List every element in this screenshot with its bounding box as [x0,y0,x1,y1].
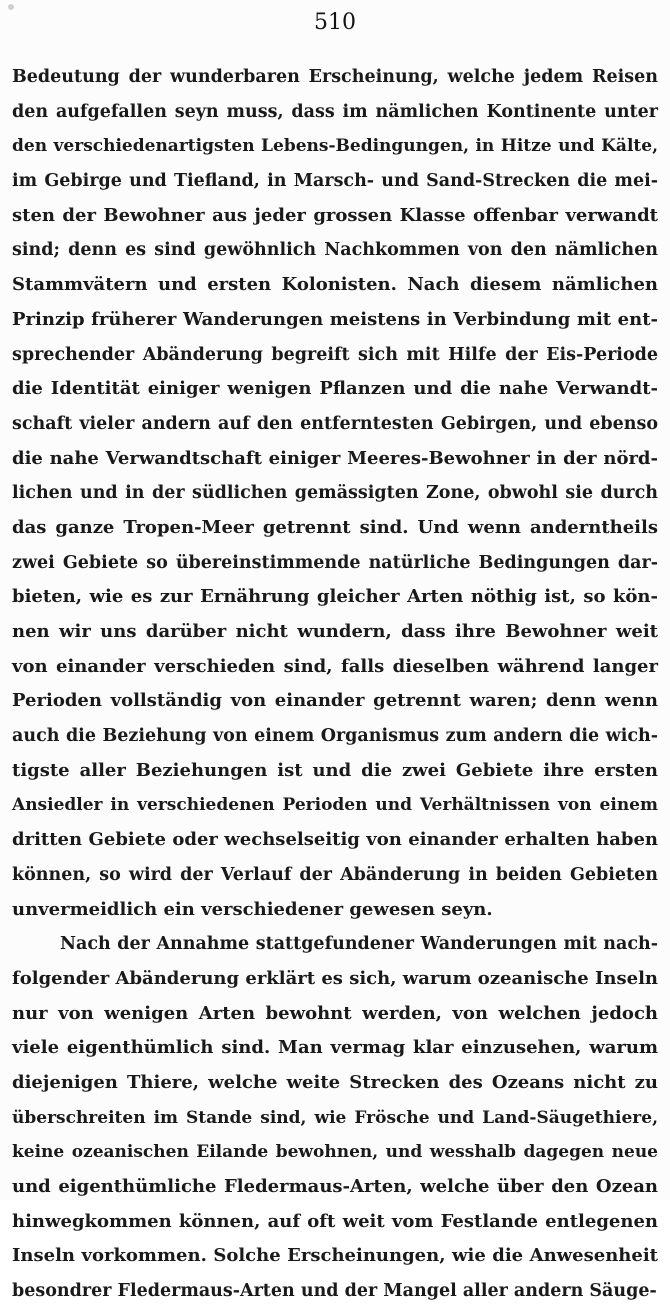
text-line: unvermeidlich ein verschiedener gewesen seyn. [12,898,493,920]
text-line: besondrer Fledermaus-Arten und der Mangel aller andern Säuge- [12,1281,657,1302]
text-line: Ansiedler in verschiedenen Perioden und Verhältnissen von einem [12,795,658,816]
text-line: dritten Gebiete oder wechselseitig von einander erhalten haben [12,829,658,851]
text-line: Stammvätern und ersten Kolonisten. Nach diesem nämlichen [12,274,658,296]
text-line: Bedeutung der wunderbaren Erscheinung, welche jedem Reisen [12,67,658,87]
text-line: den aufgefallen seyn muss, dass im nämlichen Kontinente unter [12,101,658,122]
text-line: das ganze Tropen-Meer getrennt sind. Und wenn anderntheils [12,516,658,538]
text-line: sind; denn es sind gewöhnlich Nachkommen von den nämlichen [12,240,658,261]
text-line: schaft vieler andern auf den entferntesten Gebirgen, und ebenso [12,413,658,434]
text-line: den verschiedenartigsten Lebens-Bedingungen, in Hitze und Kälte, [12,136,658,157]
text-line: von einander verschieden sind, falls dieselben während langer [12,655,658,677]
text-line: auch die Beziehung von einem Organismus zum andern die wich- [12,726,658,747]
text-line: bieten, wie es zur Ernährung gleicher Arten nöthig ist, so kön- [12,586,658,608]
text-line: folgender Abänderung erklärt es sich, warum ozeanische Inseln [12,967,658,989]
text-line: hinwegkommen können, auf oft weit vom Festlande entlegenen [12,1210,658,1232]
text-line: nen wir uns darüber nicht wundern, dass ihre Bewohner weit [12,621,658,642]
text-line: keine ozeanischen Eilande bewohnen, und wesshalb dagegen neue [12,1142,658,1163]
text-line: diejenigen Thiere, welche weite Strecken des Ozeans nicht zu [12,1071,658,1093]
text-line: zwei Gebiete so übereinstimmende natürliche Bedingungen dar- [12,552,658,573]
text-line: viele eigenthümlich sind. Man vermag klar einzusehen, warum [12,1037,658,1059]
page-number: 510 [314,10,356,35]
text-line: Nach der Annahme stattgefundener Wanderungen mit nach- [60,934,658,955]
text-line: nur von wenigen Arten bewohnt werden, von welchen jedoch [12,1002,658,1024]
text-line: und eigenthümliche Fledermaus-Arten, welche über den Ozean [12,1176,658,1197]
text-line: tigste aller Beziehungen ist und die zwei Gebiete ihre ersten [12,759,658,781]
text-line: Perioden vollständig von einander getrennt waren; denn wenn [12,690,658,712]
text-line: die nahe Verwandtschaft einiger Meeres-Bewohner in der nörd- [12,447,658,469]
text-line: können, so wird der Verlauf der Abänderung in beiden Gebieten [12,864,658,885]
text-line: lichen und in der südlichen gemässigten Zone, obwohl sie durch [12,483,658,504]
text-line: Inseln vorkommen. Solche Erscheinungen, wie die Anwesenheit [12,1245,658,1267]
text-line: die Identität einiger wenigen Pflanzen und die nahe Verwandt- [12,378,658,400]
text-line: Prinzip früherer Wanderungen meistens in Verbindung mit ent- [12,308,658,330]
body-text [12,60,658,1309]
text-line: sten der Bewohner aus jeder grossen Klasse offenbar verwandt [12,204,658,226]
text-line: sprechender Abänderung begreift sich mit Hilfe der Eis-Periode [12,344,658,365]
text-line: überschreiten im Stande sind, wie Frösche und Land-Säugethiere, [12,1107,658,1128]
text-line: im Gebirge und Tiefland, in Marsch- und Sand-Strecken die mei- [12,171,658,192]
